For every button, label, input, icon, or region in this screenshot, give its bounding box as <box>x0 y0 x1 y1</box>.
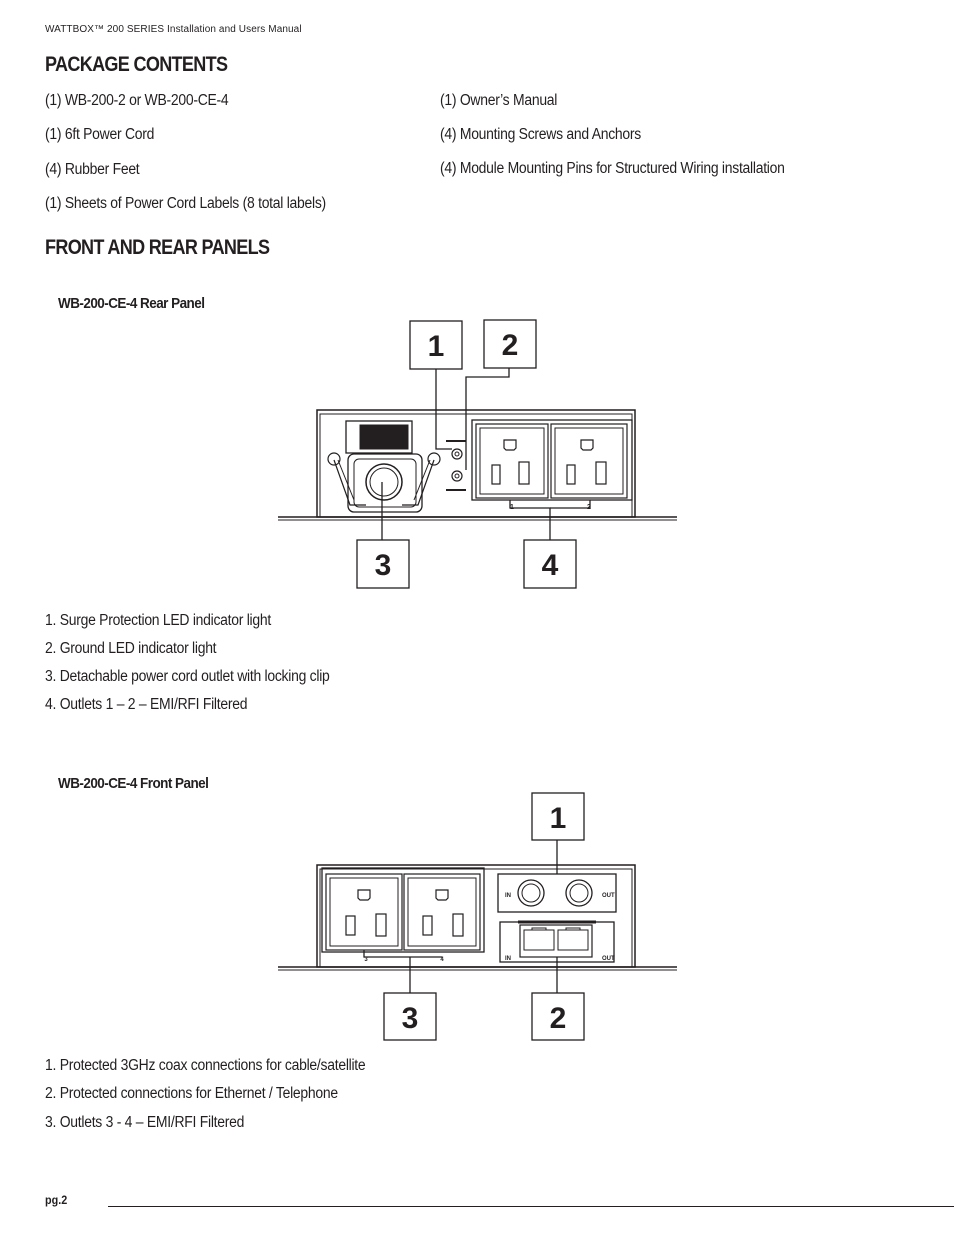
rear-feature-item: 2. Ground LED indicator light <box>45 640 217 657</box>
package-item: (4) Rubber Feet <box>45 161 140 178</box>
callout-number: 4 <box>541 549 559 582</box>
package-item: (4) Module Mounting Pins for Structured Wiring installation <box>440 160 785 177</box>
front-panel-heading: WB-200-CE-4 Front Panel <box>58 775 209 792</box>
front-panel-diagram <box>276 790 680 1044</box>
package-item: (1) 6ft Power Cord <box>45 126 155 143</box>
rear-feature-item: 4. Outlets 1 – 2 – EMI/RFI Filtered <box>45 696 248 713</box>
rear-panel-diagram <box>276 318 680 592</box>
port-label-in: IN <box>505 893 511 899</box>
outlet-label: 2 <box>587 504 591 511</box>
package-item: (4) Mounting Screws and Anchors <box>440 126 641 143</box>
front-feature-item: 3. Outlets 3 - 4 – EMI/RFI Filtered <box>45 1114 245 1131</box>
outlet-label: 4 <box>440 957 444 963</box>
callout-number: 3 <box>401 1002 419 1035</box>
package-item: (1) WB-200-2 or WB-200-CE-4 <box>45 92 229 109</box>
running-header: WATTBOX™ 200 SERIES Installation and Users Manual <box>45 24 302 35</box>
outlet-label: 3 <box>364 957 368 963</box>
port-label-in: IN <box>505 956 511 962</box>
callout-number: 1 <box>427 330 445 363</box>
package-item: (1) Sheets of Power Cord Labels (8 total labels) <box>45 195 326 212</box>
front-feature-item: 2. Protected connections for Ethernet / Telephone <box>45 1085 338 1102</box>
callout-number: 2 <box>501 329 519 362</box>
panels-heading: FRONT AND REAR PANELS <box>45 236 270 259</box>
rear-feature-item: 1. Surge Protection LED indicator light <box>45 612 271 629</box>
footer-rule <box>108 1206 954 1207</box>
port-label-out: OUT <box>602 956 615 962</box>
front-feature-item: 1. Protected 3GHz coax connections for cable/satellite <box>45 1057 366 1074</box>
rear-panel-heading: WB-200-CE-4 Rear Panel <box>58 295 205 312</box>
callout-number: 2 <box>549 1002 567 1035</box>
package-contents-heading: PACKAGE CONTENTS <box>45 53 228 76</box>
rear-feature-item: 3. Detachable power cord outlet with locking clip <box>45 668 330 685</box>
callout-number: 3 <box>374 549 392 582</box>
callout-number: 1 <box>549 802 567 835</box>
port-label-out: OUT <box>602 893 615 899</box>
package-item: (1) Owner’s Manual <box>440 92 558 109</box>
page-number: pg.2 <box>45 1193 68 1207</box>
outlet-label: 1 <box>510 504 514 511</box>
